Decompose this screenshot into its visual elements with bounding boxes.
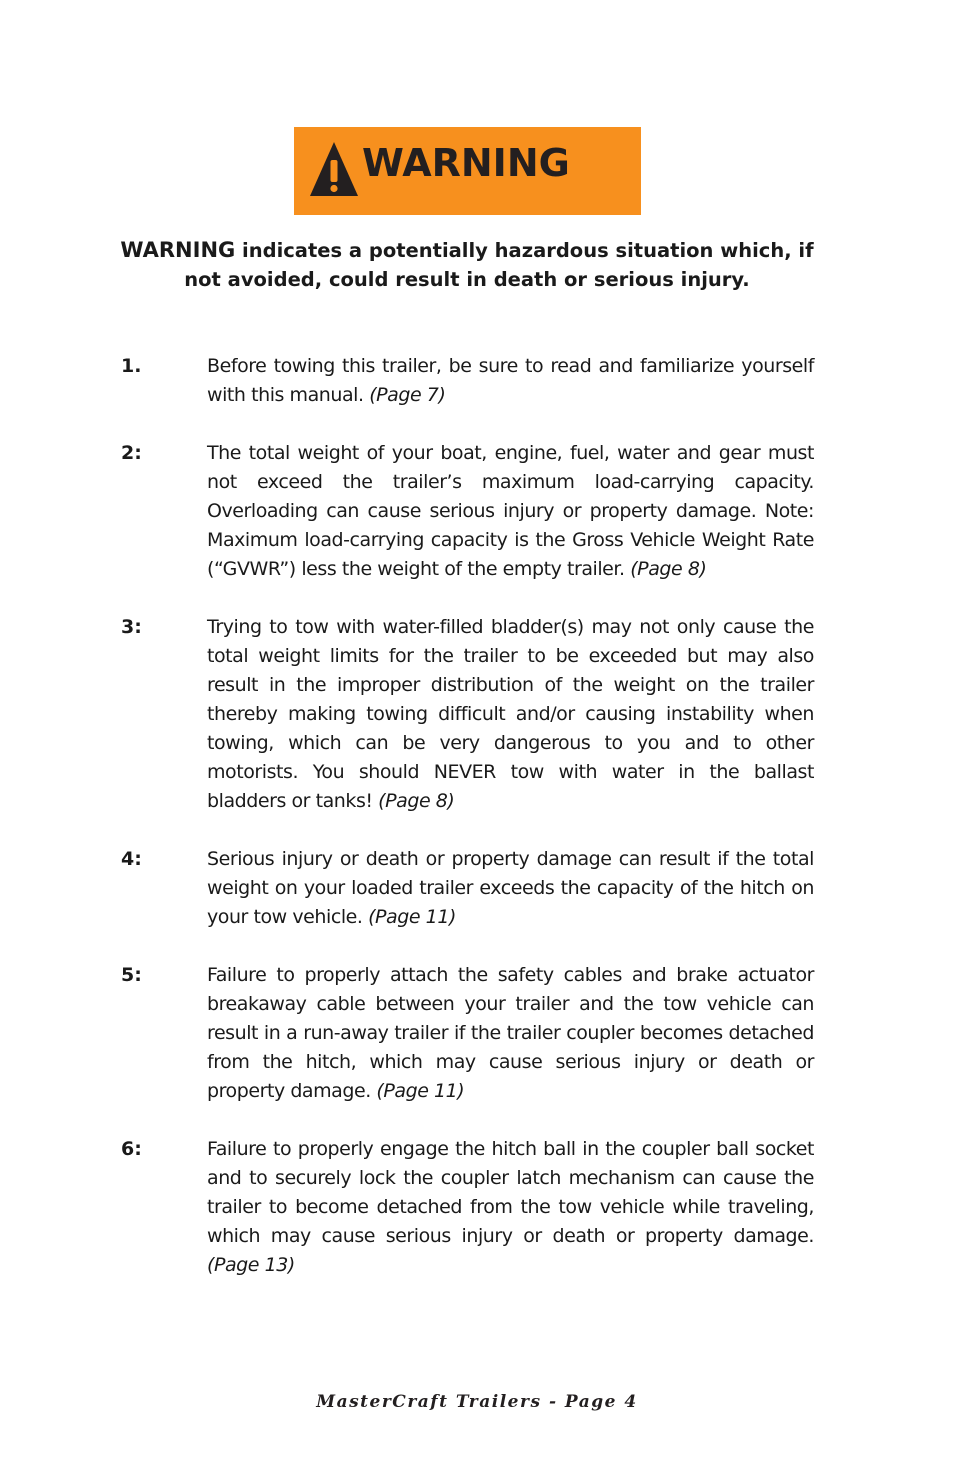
item-text: Serious injury or death or property damage can result if the total weight on your loaded trailer exceeds the capacity of the hitch on your tow vehicle. (Page 11) [207, 848, 814, 928]
item-text: Trying to tow with water-filled bladder(s) may not only cause the total weight limits for the trailer to be exceeded but may also result in the improper distribution of the weight on the trailer thereby making towing difficult and/or causing instability when towing, which can be very dangerous to you and to other motorists. You should NEVER tow with water in the ballast bladders or tanks! (Page 8) [207, 616, 814, 812]
warning-definition [110, 236, 824, 294]
item-number: 5: [121, 964, 142, 986]
warning-definition-text: indicates a potentially hazardous situation which, if not avoided, could result in death or serious injury. [184, 239, 814, 291]
page-reference: (Page 11) [368, 906, 456, 928]
item-number: 6: [121, 1138, 142, 1160]
list-item [0, 439, 954, 584]
list-item [0, 845, 954, 932]
warning-definition-lead: WARNING [120, 238, 236, 262]
item-number: 3: [121, 616, 142, 638]
item-text: The total weight of your boat, engine, fuel, water and gear must not exceed the trailer’s maximum load-carrying capacity. Overloading can cause serious injury or property damage. Note: Maximum load-carrying capacity is the Gross Vehicle Weight Rate (“GVWR”) less the weight of the empty trailer. (Page 8) [207, 442, 814, 580]
item-number: 1. [121, 355, 142, 377]
list-item [0, 1135, 954, 1280]
page-footer: MasterCraft Trailers - Page 4 [316, 1392, 638, 1412]
list-item [0, 352, 954, 410]
item-number: 4: [121, 848, 142, 870]
page-reference: (Page 8) [378, 790, 455, 812]
page-reference: (Page 8) [630, 558, 707, 580]
item-text: Failure to properly engage the hitch ball in the coupler ball socket and to securely lock the coupler latch mechanism can cause the trailer to become detached from the tow vehicle while traveling, which may cause serious injury or death or property damage. (Page 13) [207, 1138, 814, 1276]
warning-list [0, 352, 954, 1309]
item-number: 2: [121, 442, 142, 464]
page-reference: (Page 11) [376, 1080, 465, 1102]
warning-label: WARNING [362, 141, 570, 185]
warning-banner [294, 127, 641, 215]
page-reference: (Page 13) [207, 1254, 295, 1276]
item-text: Failure to properly attach the safety cables and brake actuator breakaway cable between your trailer and the tow vehicle can result in a run-away trailer if the trailer coupler becomes detached from the hitch, which may cause serious injury or death or property damage. (Page 11) [207, 964, 814, 1102]
list-item [0, 961, 954, 1106]
list-item [0, 613, 954, 816]
item-text: Before towing this trailer, be sure to read and familiarize yourself with this manual. (Page 7) [207, 355, 814, 406]
warning-triangle-icon [308, 140, 360, 200]
page-reference: (Page 7) [369, 384, 446, 406]
